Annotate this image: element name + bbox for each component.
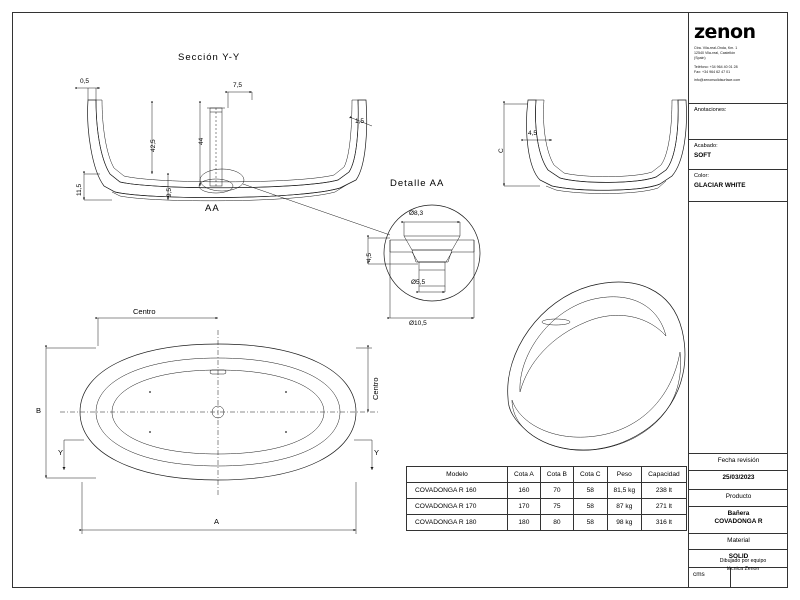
material-label-cell: [689, 534, 788, 550]
material-label: Material: [727, 537, 750, 544]
detail-title: Detalle AA: [390, 178, 445, 189]
th-cota-a: Cota A: [508, 467, 541, 483]
cell-peso: 98 kg: [607, 515, 642, 531]
cell-model: COVADONGA R 180: [407, 515, 508, 531]
cell-model: COVADONGA R 170: [407, 499, 508, 515]
section-view: [78, 88, 390, 235]
revision-value-cell: [689, 471, 788, 490]
color-label: Color:: [694, 173, 709, 179]
drawn-by-line1: Dibujado por equipo: [719, 558, 767, 564]
detail-marker-label: AA: [205, 203, 220, 214]
cell-cota-a: 170: [508, 499, 541, 515]
table-row: [407, 483, 687, 499]
th-peso: Peso: [607, 467, 642, 483]
title-block: [688, 12, 788, 588]
spec-table: [406, 466, 687, 531]
section-mark-y-left: Y: [58, 448, 64, 457]
material-value: SOLID: [728, 553, 749, 560]
cell-cota-c: 58: [573, 483, 607, 499]
th-cota-b: Cota B: [540, 467, 573, 483]
product-name-line2: COVADONGA R: [714, 518, 763, 525]
company-info-cell: [689, 12, 788, 104]
company-logo: zenon: [694, 21, 756, 43]
th-modelo: Modelo: [407, 467, 508, 483]
dim-0-5: 0,5: [80, 78, 90, 85]
dim-42-5: 42,5: [150, 139, 157, 152]
product-value-cell: [689, 507, 788, 534]
cell-cota-c: 58: [573, 499, 607, 515]
product-name-line1: Bañera: [727, 510, 750, 517]
table-row: [407, 515, 687, 531]
color-cell: [689, 170, 788, 202]
company-fax: Fax: +34 964 62 47 01: [694, 69, 731, 74]
address-line-2: 12540 Vila-real, Castellón: [694, 51, 736, 56]
dim-a: A: [214, 517, 220, 526]
cell-cota-a: 160: [508, 483, 541, 499]
cell-capacidad: 271 lt: [642, 499, 687, 515]
finish-label: Acabado:: [694, 143, 718, 149]
dim-diam-8-3: Ø8,3: [409, 210, 424, 217]
dim-7-5: 7,5: [233, 82, 243, 89]
address-line-1: Ctra. Vila-real-Onda, Km. 1: [694, 46, 738, 50]
revision-label: Fecha revisión: [717, 457, 760, 464]
cell-peso: 81,5 kg: [607, 483, 642, 499]
cell-capacidad: 238 lt: [642, 483, 687, 499]
finish-cell: [689, 140, 788, 170]
address-line-3: (Spain): [694, 56, 706, 61]
product-label-cell: [689, 490, 788, 507]
cell-cota-b: 70: [540, 483, 573, 499]
section-title: Sección Y-Y: [178, 52, 241, 63]
spacer-cell: [689, 588, 788, 594]
dim-diam-10-5: Ø10,5: [409, 320, 427, 327]
dim-1-5: 1,5: [355, 118, 365, 125]
dim-b: B: [36, 406, 42, 415]
dim-44: 44: [198, 137, 205, 145]
company-email: info@zenonsolidsurface.com: [694, 78, 741, 83]
cell-model: COVADONGA R 160: [407, 483, 508, 499]
cell-cota-a: 180: [508, 515, 541, 531]
dim-side-4-5: 4,5: [528, 130, 538, 137]
th-cota-c: Cota C: [573, 467, 607, 483]
isometric-view: [508, 282, 685, 450]
dim-9-5: 9,5: [166, 187, 173, 197]
color-value: GLACIAR WHITE: [694, 181, 746, 189]
detail-aa-view: [368, 205, 480, 318]
units-label: cms: [693, 571, 705, 578]
revision-label-cell: [689, 454, 788, 471]
finish-value: SOFT: [694, 151, 712, 159]
center-label-top: Centro: [133, 307, 156, 316]
notes-blank-cell: [689, 202, 788, 454]
drawn-by-line2: técnica Zenon: [726, 566, 760, 572]
dim-detail-4-5: 4,5: [366, 252, 373, 262]
dim-c: C: [498, 148, 505, 153]
plan-view: [46, 318, 380, 534]
cell-cota-b: 80: [540, 515, 573, 531]
annotations-cell: [689, 104, 788, 140]
product-label: Producto: [725, 493, 752, 500]
company-address: [694, 46, 783, 83]
th-capacidad: Capacidad: [642, 467, 687, 483]
dim-diam-5-5: Ø5,5: [411, 279, 426, 286]
dim-11-5: 11,5: [76, 183, 83, 196]
cell-capacidad: 316 lt: [642, 515, 687, 531]
side-section-view: [504, 100, 686, 194]
revision-value: 25/03/2023: [722, 474, 755, 481]
table-row: [407, 499, 687, 515]
cell-cota-b: 75: [540, 499, 573, 515]
cell-peso: 87 kg: [607, 499, 642, 515]
table-header-row: [407, 467, 687, 483]
section-mark-y-right: Y: [374, 448, 380, 457]
cell-cota-c: 58: [573, 515, 607, 531]
company-phone: Teléfono: +34 964 40 01 28: [694, 64, 738, 69]
annotations-label: Anotaciones:: [694, 107, 727, 113]
center-label-right: Centro: [371, 377, 380, 400]
